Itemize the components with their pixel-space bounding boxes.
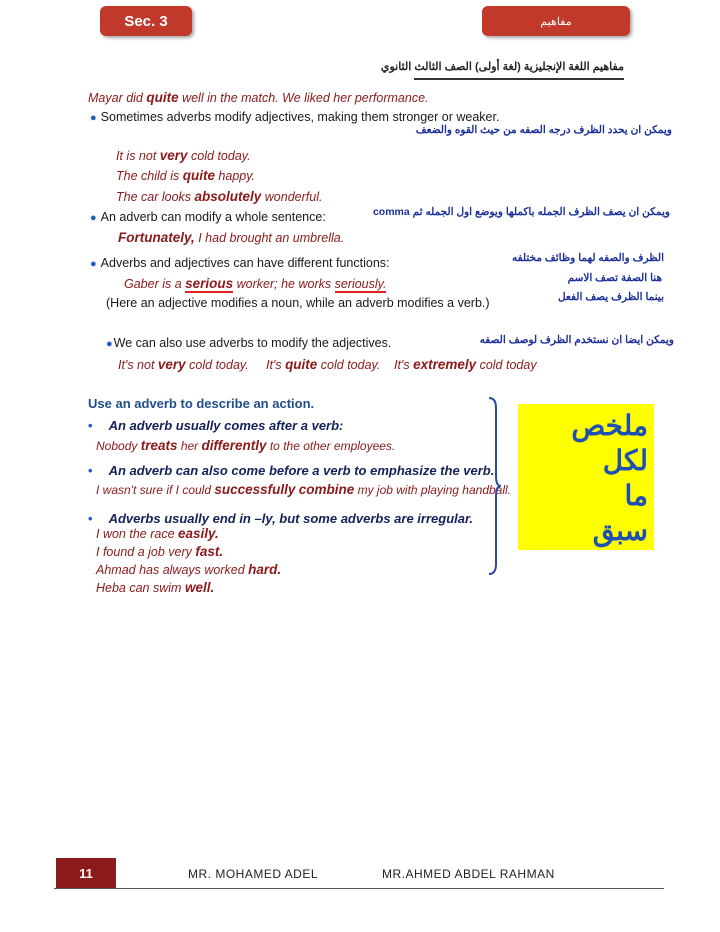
example-fortunately: Fortunately, I had brought an umbrella. [118, 230, 345, 245]
example-successfully-combine: I wasn't sure if I could successfully combine my job with playing handball. [96, 482, 512, 497]
rule-modify-sentence: ● An adverb can modify a whole sentence: [90, 210, 326, 224]
rule-different-functions: ● Adverbs and adjectives can have different functions: [90, 256, 390, 270]
rule-after-verb: • An adverb usually comes after a verb: [88, 418, 344, 433]
arabic-note-2: ويمكن ان يصف الظرف الجمله باكملها ويوضع اول الجمله ثم comma [372, 206, 670, 218]
rule-modify-adjectives-2: ●We can also use adverbs to modify the adjectives. [106, 336, 392, 350]
rule-before-verb: • An adverb can also come before a verb to emphasize the verb. [88, 463, 495, 478]
arabic-note-1: ويمكن ان يحدد الظرف درجه الصفه من حيث القوه والضعف [415, 124, 672, 136]
section-heading-action: Use an adverb to describe an action. [88, 396, 315, 411]
example-quite: The child is quite happy. [116, 168, 256, 183]
example-hard: Ahmad has always worked hard. [96, 562, 282, 577]
arabic-note-4: هنا الصفة تصف الاسم [567, 272, 662, 284]
summary-text: ملخص لكل ما سبق [571, 410, 648, 546]
rule-modify-adjectives: ● Sometimes adverbs modify adjectives, making them stronger or weaker. [90, 110, 500, 124]
section-tab: Sec. 3 [100, 6, 192, 36]
author-2: MR.AHMED ABDEL RAHMAN [382, 867, 555, 881]
page-subtitle: مفاهيم اللغة الإنجليزية (لغة أولى) الصف الثالث الثانوي [380, 61, 624, 73]
example-treats-differently: Nobody treats her differently to the other employees. [96, 438, 396, 453]
arabic-note-3: الظرف والصفه لهما وظائف مختلفه [511, 252, 664, 264]
page-number: 11 [56, 858, 116, 888]
example-serious: Gaber is a serious worker; he works seriously. [124, 276, 387, 291]
topic-tab: مفاهيم [482, 6, 630, 36]
note-adjective-adverb: (Here an adjective modifies a noun, while an adverb modifies a verb.) [106, 296, 490, 310]
rule-irregular-adverbs: • Adverbs usually end in –ly, but some adverbs are irregular. [88, 511, 473, 526]
example-very: It is not very cold today. [116, 148, 251, 163]
arabic-note-6: ويمكن ايضا ان نستخدم الظرف لوصف الصفه [479, 334, 674, 346]
intro-example: Mayar did quite well in the match. We liked her performance. [88, 90, 429, 105]
example-well: Heba can swim well. [96, 580, 215, 595]
footer-rule [54, 888, 664, 889]
arabic-note-5: بينما الظرف يصف الفعل [557, 291, 664, 303]
summary-brace [488, 396, 502, 576]
example-absolutely: The car looks absolutely wonderful. [116, 189, 323, 204]
example-quite-cold: It's quite cold today. [266, 357, 381, 372]
example-not-very: It's not very cold today. [118, 357, 249, 372]
subtitle-underline [414, 78, 624, 80]
example-easily: I won the race easily. [96, 526, 219, 541]
example-fast: I found a job very fast. [96, 544, 224, 559]
summary-box [518, 404, 654, 550]
author-1: MR. MOHAMED ADEL [188, 867, 319, 881]
example-extremely: It's extremely cold today [394, 357, 537, 372]
